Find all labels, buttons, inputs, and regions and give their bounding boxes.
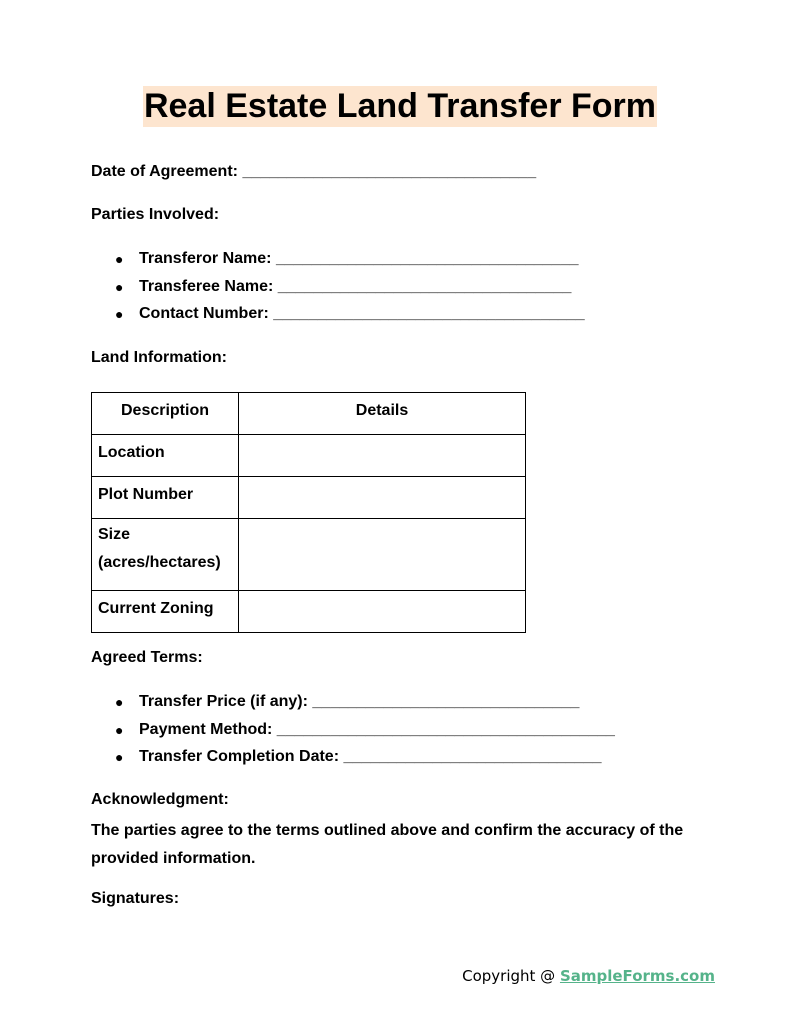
bullet-icon: ● <box>115 721 124 738</box>
row-description: Current Zoning <box>92 591 239 633</box>
transferee-name-blank[interactable]: _________________________________ <box>277 277 572 295</box>
parties-list <box>91 248 585 331</box>
transfer-price-blank[interactable]: ______________________________ <box>312 693 580 710</box>
page-title: Real Estate Land Transfer Form <box>143 87 657 125</box>
list-item <box>91 691 615 719</box>
row-description: Size (acres/hectares) <box>92 519 239 591</box>
list-item <box>91 303 585 331</box>
date-of-agreement <box>91 161 536 183</box>
table-row <box>92 519 526 591</box>
contact-number-label: Contact Number: <box>139 305 269 323</box>
bullet-icon: ● <box>115 251 124 267</box>
completion-date-blank[interactable]: _____________________________ <box>343 748 602 766</box>
row-details-input[interactable] <box>239 591 526 633</box>
transfer-price-label: Transfer Price (if any): <box>139 693 308 710</box>
agreed-terms-list <box>91 691 615 774</box>
bullet-icon: ● <box>115 694 124 710</box>
bullet-icon: ● <box>115 306 124 323</box>
table-row <box>92 591 526 633</box>
completion-date-label: Transfer Completion Date: <box>139 748 340 766</box>
title-wrapper <box>0 86 800 127</box>
bullet-icon: ● <box>115 749 124 766</box>
date-of-agreement-label: Date of Agreement: <box>91 163 238 180</box>
row-details-input[interactable] <box>239 519 526 591</box>
list-item <box>91 746 615 774</box>
column-header-details: Details <box>239 393 526 435</box>
acknowledgment-text: The parties agree to the terms outlined above and confirm the accuracy of the provided information. <box>91 822 684 867</box>
payment-method-blank[interactable]: ______________________________________ <box>276 720 615 738</box>
row-description: Location <box>92 435 239 477</box>
row-details-input[interactable] <box>239 477 526 519</box>
table-row <box>92 435 526 477</box>
list-item <box>91 719 615 747</box>
brand-link[interactable]: SampleForms.com <box>559 967 715 985</box>
payment-method-label: Payment Method: <box>139 720 273 738</box>
agreed-terms-heading: Agreed Terms: <box>91 649 203 666</box>
row-description: Plot Number <box>92 477 239 519</box>
table-header-row <box>92 393 526 435</box>
footer-copyright <box>462 967 715 985</box>
land-info-table <box>91 392 526 633</box>
transferor-name-blank[interactable]: __________________________________ <box>275 250 579 267</box>
land-info-heading: Land Information: <box>91 349 227 366</box>
list-item <box>91 276 585 304</box>
acknowledgment-heading: Acknowledgment: <box>91 791 229 808</box>
list-item <box>91 248 585 276</box>
table-row <box>92 477 526 519</box>
parties-heading: Parties Involved: <box>91 206 220 223</box>
signatures-heading: Signatures: <box>91 890 180 907</box>
bullet-icon: ● <box>115 278 124 295</box>
contact-number-blank[interactable]: ___________________________________ <box>273 305 585 323</box>
copyright-prefix: Copyright @ <box>462 967 560 985</box>
transferee-name-label: Transferee Name: <box>139 277 274 295</box>
row-details-input[interactable] <box>239 435 526 477</box>
transferor-name-label: Transferor Name: <box>139 250 272 267</box>
column-header-description: Description <box>92 393 239 435</box>
date-of-agreement-blank[interactable]: _________________________________ <box>242 163 537 180</box>
